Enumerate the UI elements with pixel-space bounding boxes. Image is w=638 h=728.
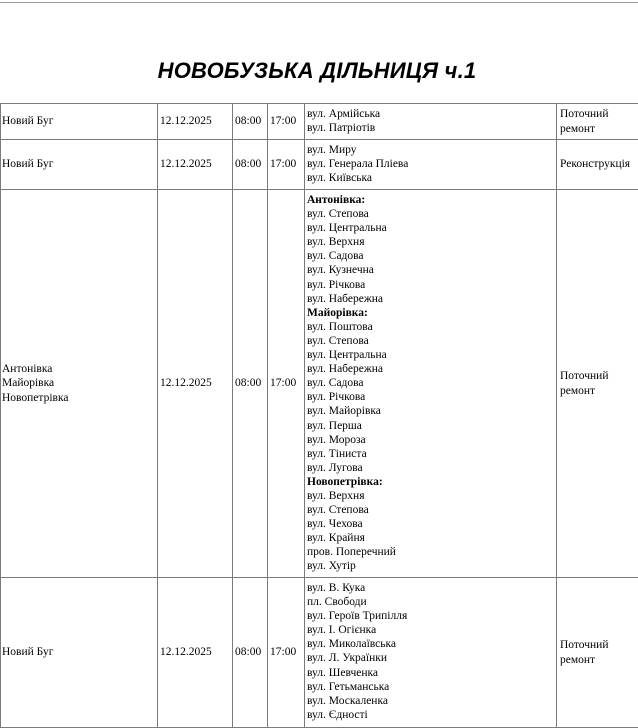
work-type-cell — [557, 190, 638, 578]
end-time-cell: 17:00 — [268, 578, 305, 728]
street-name: вул. Степова — [307, 334, 554, 348]
start-time-cell: 08:00 — [233, 140, 268, 190]
date-cell: 12.12.2025 — [158, 578, 233, 728]
streets-cell — [305, 578, 557, 728]
street-name: вул. Верхня — [307, 235, 554, 249]
street-name: вул. Шевченка — [307, 666, 554, 680]
street-name: вул. Л. Українки — [307, 651, 554, 665]
street-name: вул. Перша — [307, 419, 554, 433]
street-name: вул. Поштова — [307, 320, 554, 334]
settlement-heading: Новопетрівка: — [307, 475, 554, 489]
settlement-cell — [1, 140, 158, 190]
street-name: вул. Центральна — [307, 221, 554, 235]
work-type-text: Поточний — [560, 638, 638, 652]
streets-cell — [305, 190, 557, 578]
street-name: пров. Поперечний — [307, 545, 554, 559]
street-name: вул. Річкова — [307, 390, 554, 404]
settlement-name: Новий Буг — [2, 114, 155, 128]
settlement-name: Новий Буг — [2, 645, 155, 659]
street-name: вул. Москаленка — [307, 694, 554, 708]
settlement-cell — [1, 104, 158, 140]
start-time-cell: 08:00 — [233, 190, 268, 578]
work-type-text: Поточний — [560, 369, 638, 383]
street-name: вул. Верхня — [307, 489, 554, 503]
end-time-cell: 17:00 — [268, 190, 305, 578]
end-time-cell: 17:00 — [268, 104, 305, 140]
street-name: вул. Центральна — [307, 348, 554, 362]
streets-cell — [305, 140, 557, 190]
street-name: вул. Набережна — [307, 362, 554, 376]
street-name: вул. Хутір — [307, 559, 554, 573]
street-name: вул. Майорівка — [307, 404, 554, 418]
street-name: пл. Свободи — [307, 595, 554, 609]
street-name: вул. Миру — [307, 143, 554, 157]
work-type-text: ремонт — [560, 384, 638, 398]
settlement-cell — [1, 578, 158, 728]
work-type-text: Поточний — [560, 107, 638, 121]
street-name: вул. Тіниста — [307, 447, 554, 461]
work-type-cell — [557, 104, 638, 140]
date-cell: 12.12.2025 — [158, 104, 233, 140]
street-name: вул. Патріотів — [307, 121, 554, 135]
work-type-cell — [557, 578, 638, 728]
street-name: вул. Кузнечна — [307, 263, 554, 277]
street-name: вул. В. Кука — [307, 581, 554, 595]
settlement-name: Новопетрівка — [2, 391, 155, 405]
street-name: вул. Садова — [307, 376, 554, 390]
start-time-cell: 08:00 — [233, 104, 268, 140]
street-name: вул. Генерала Пліева — [307, 157, 554, 171]
street-name: вул. Лугова — [307, 461, 554, 475]
table-row — [1, 140, 638, 190]
street-name: вул. Армійська — [307, 107, 554, 121]
street-name: вул. Степова — [307, 207, 554, 221]
start-time-cell: 08:00 — [233, 578, 268, 728]
work-type-text: ремонт — [560, 122, 638, 136]
street-name: вул. Чехова — [307, 517, 554, 531]
settlement-name: Новий Буг — [2, 157, 155, 171]
street-name: вул. І. Огієнка — [307, 623, 554, 637]
street-name: вул. Героїв Трипілля — [307, 609, 554, 623]
settlement-cell — [1, 190, 158, 578]
end-time-cell: 17:00 — [268, 140, 305, 190]
date-cell: 12.12.2025 — [158, 190, 233, 578]
street-name: вул. Миколаївська — [307, 637, 554, 651]
street-name: вул. Степова — [307, 503, 554, 517]
settlement-name: Антонівка — [2, 362, 155, 376]
work-type-cell — [557, 140, 638, 190]
street-name: вул. Садова — [307, 249, 554, 263]
street-name: вул. Річкова — [307, 278, 554, 292]
work-type-text: Реконструкція — [560, 157, 638, 171]
street-name: вул. Набережна — [307, 292, 554, 306]
top-divider — [0, 2, 638, 3]
date-cell: 12.12.2025 — [158, 140, 233, 190]
work-type-text: ремонт — [560, 653, 638, 667]
street-name: вул. Єдності — [307, 708, 554, 722]
settlement-name: Майорівка — [2, 376, 155, 390]
table-row — [1, 578, 638, 728]
table-row — [1, 104, 638, 140]
street-name: вул. Крайня — [307, 531, 554, 545]
street-name: вул. Гетьманська — [307, 680, 554, 694]
outage-schedule-table — [0, 103, 638, 728]
settlement-heading: Антонівка: — [307, 193, 554, 207]
streets-cell — [305, 104, 557, 140]
street-name: вул. Мороза — [307, 433, 554, 447]
page-title: НОВОБУЗЬКА ДІЛЬНИЦЯ ч.1 — [0, 58, 634, 84]
table-row — [1, 190, 638, 578]
street-name: вул. Київська — [307, 171, 554, 185]
settlement-heading: Майорівка: — [307, 306, 554, 320]
